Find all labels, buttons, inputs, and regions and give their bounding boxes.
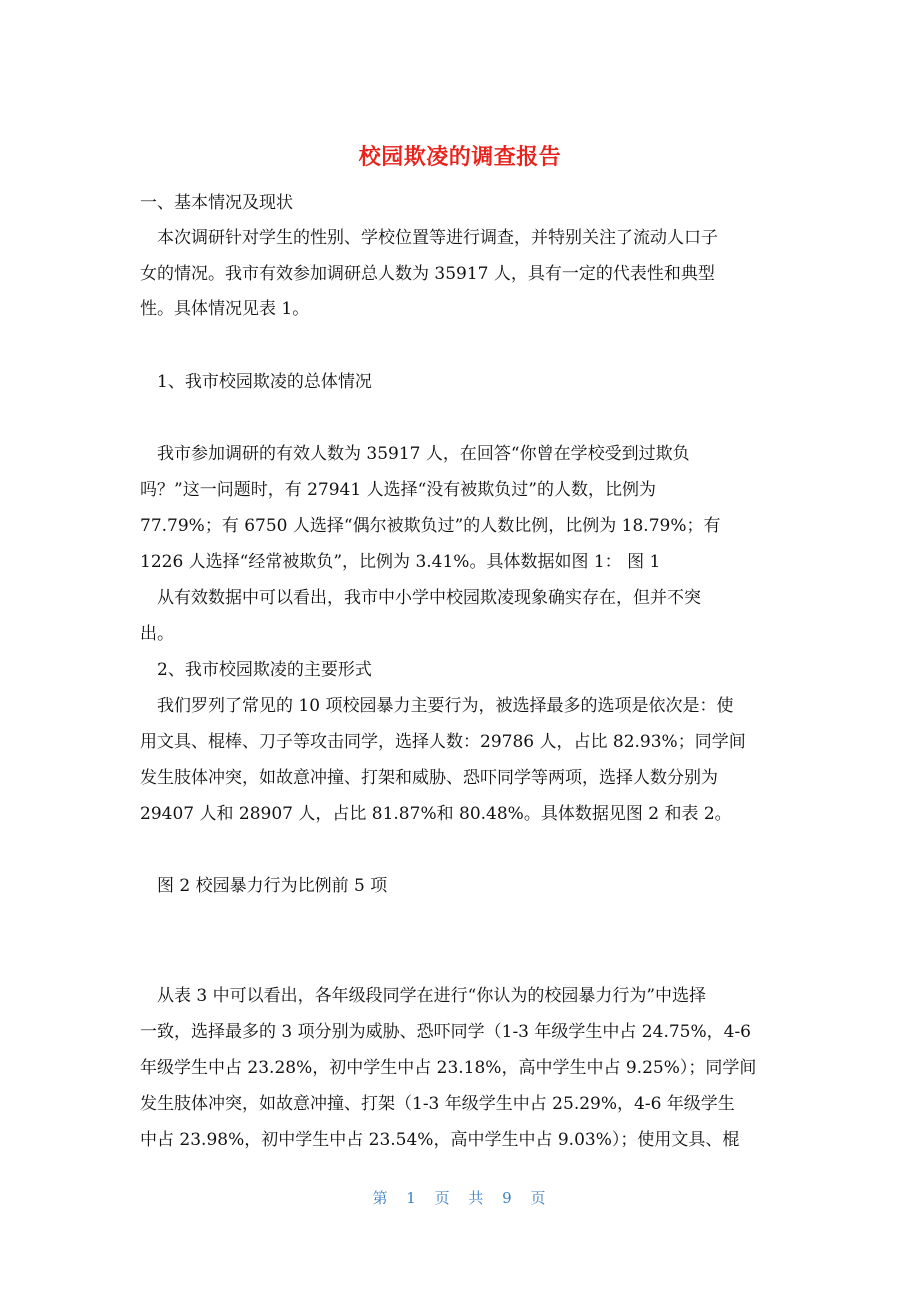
paragraph-line: 年级学生中占 23.28%，初中学生中占 23.18%，高中学生中占 9.25%）；同学间 [140, 1058, 757, 1078]
paragraph-line: 一致，选择最多的 3 项分别为威胁、恐吓同学（1-3 年级学生中占 24.75%，4-6 [140, 1022, 752, 1042]
paragraph-line: 发生肢体冲突，如故意冲撞、打架和威胁、恐吓同学等两项，选择人数分别为 [140, 768, 718, 788]
paragraph-line: 我市参加调研的有效人数为 35917 人，在回答“你曾在学校受到过欺负 [140, 444, 690, 464]
paragraph-line: 本次调研针对学生的性别、学校位置等进行调查，并特别关注了流动人口子 [140, 228, 718, 248]
paragraph-line: 出。 [140, 624, 174, 644]
paragraph-line: 29407 人和 28907 人，占比 81.87%和 80.48%。具体数据见图 2 和表 2。 [140, 804, 732, 824]
paragraph-line: 从表 3 中可以看出，各年级段同学在进行“你认为的校园暴力行为”中选择 [140, 986, 707, 1006]
document-title: 校园欺凌的调查报告 [358, 145, 562, 170]
page-number-footer: 第 1 页 共 9 页 [372, 1189, 548, 1207]
paragraph-line: 中占 23.98%，初中学生中占 23.54%，高中学生中占 9.03%）；使用文具、棍 [140, 1130, 740, 1150]
section-heading: 一、基本情况及现状 [140, 193, 293, 213]
subsection-heading: 1、我市校园欺凌的总体情况 [140, 372, 372, 392]
figure-caption: 图 2 校园暴力行为比例前 5 项 [140, 876, 388, 896]
paragraph-line: 用文具、棍棒、刀子等攻击同学，选择人数：29786 人，占比 82.93%；同学间 [140, 732, 746, 752]
paragraph-line: 我们罗列了常见的 10 项校园暴力主要行为，被选择最多的选项是依次是：使 [140, 696, 734, 716]
paragraph-line: 从有效数据中可以看出，我市中小学中校园欺凌现象确实存在，但并不突 [140, 588, 701, 608]
subsection-heading: 2、我市校园欺凌的主要形式 [140, 660, 372, 680]
paragraph-line: 1226 人选择“经常被欺负”，比例为 3.41%。具体数据如图 1： 图 1 [140, 552, 661, 572]
paragraph-line: 性。具体情况见表 1。 [140, 299, 310, 319]
paragraph-line: 吗？”这一问题时，有 27941 人选择“没有被欺负过”的人数，比例为 [140, 480, 656, 500]
paragraph-line: 发生肢体冲突，如故意冲撞、打架（1-3 年级学生中占 25.29%，4-6 年级学生 [140, 1094, 735, 1114]
paragraph-line: 女的情况。我市有效参加调研总人数为 35917 人，具有一定的代表性和典型 [140, 264, 715, 284]
paragraph-line: 77.79%；有 6750 人选择“偶尔被欺负过”的人数比例，比例为 18.79%；有 [140, 516, 721, 536]
